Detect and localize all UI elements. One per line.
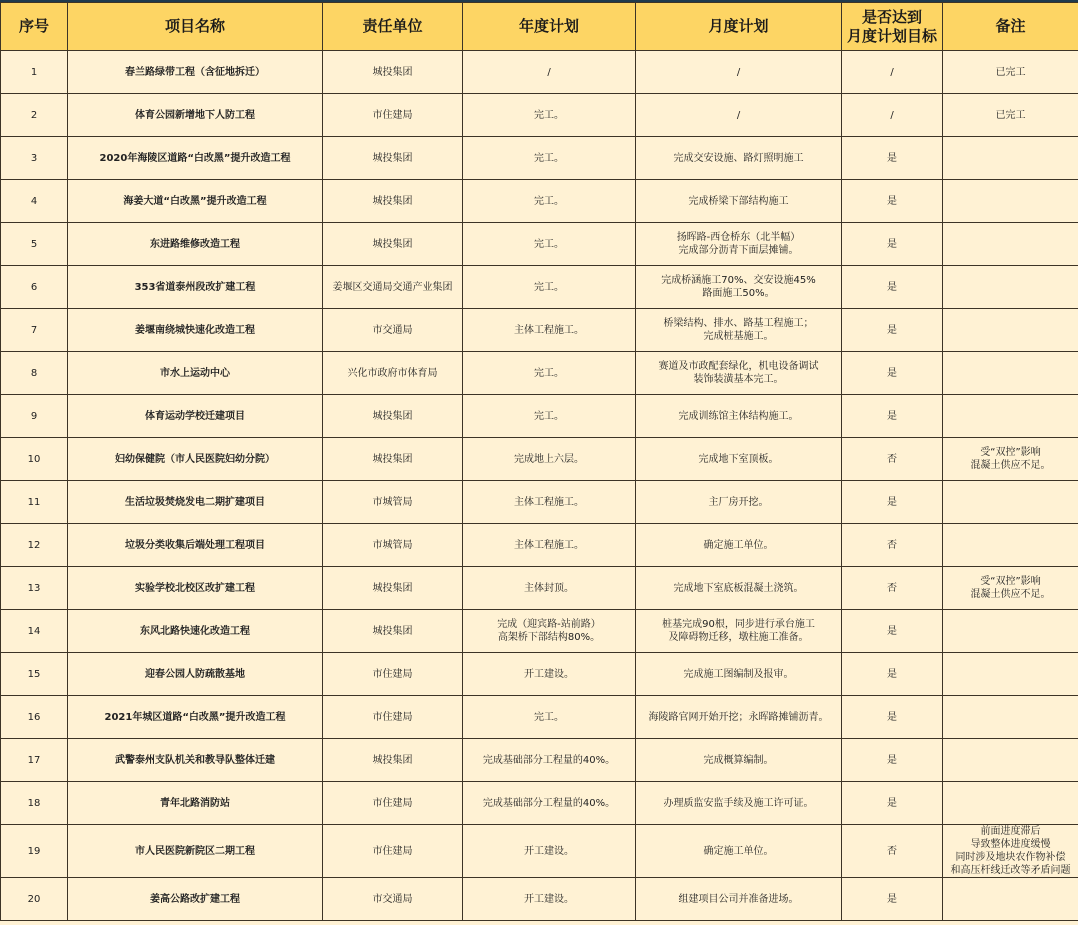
cell-annual-plan — [463, 137, 636, 180]
monthly-plan-line: 完成地下室底板混凝土浇筑。 — [673, 582, 804, 594]
cell-responsible-unit: 市住建局 — [323, 782, 463, 825]
cell-no: 4 — [1, 180, 68, 223]
annual-plan-line: 完工。 — [534, 410, 564, 422]
cell-responsible-unit: 城投集团 — [323, 51, 463, 94]
cell-project-name: 春兰路绿带工程（含征地拆迁） — [68, 51, 323, 94]
cell-remark — [943, 352, 1078, 395]
cell-annual-plan — [463, 696, 636, 739]
cell-target-met: 是 — [842, 137, 943, 180]
cell-remark — [943, 137, 1078, 180]
cell-responsible-unit: 城投集团 — [323, 137, 463, 180]
table-row — [1, 696, 1078, 739]
monthly-plan-line: 装饰装潢基本完工。 — [693, 374, 784, 385]
table-row — [1, 395, 1078, 438]
header-target-met-line1: 是否达到 — [861, 7, 922, 26]
cell-responsible-unit: 城投集团 — [323, 395, 463, 438]
remark-line: 已完工 — [995, 109, 1026, 121]
cell-annual-plan — [463, 825, 636, 878]
cell-monthly-plan — [636, 878, 842, 921]
table-row — [1, 352, 1078, 395]
cell-annual-plan — [463, 739, 636, 782]
remark-line: 同时涉及地块农作物补偿 — [955, 852, 1066, 863]
cell-target-met: 是 — [842, 653, 943, 696]
monthly-plan-line: 桩基完成90根，同步进行承台施工 — [662, 619, 815, 630]
cell-project-name: 体育运动学校迁建项目 — [68, 395, 323, 438]
annual-plan-line: 主体工程施工。 — [514, 539, 584, 551]
table-row — [1, 653, 1078, 696]
cell-responsible-unit: 姜堰区交通局交通产业集团 — [323, 266, 463, 309]
cell-responsible-unit: 市交通局 — [323, 309, 463, 352]
cell-annual-plan — [463, 94, 636, 137]
annual-plan-line: 完工。 — [534, 152, 564, 164]
cell-project-name: 市人民医院新院区二期工程 — [68, 825, 323, 878]
cell-no: 10 — [1, 438, 68, 481]
cell-annual-plan — [463, 51, 636, 94]
monthly-plan-line: 赛道及市政配套绿化，机电设备调试 — [658, 361, 819, 372]
cell-monthly-plan — [636, 266, 842, 309]
cell-remark — [943, 739, 1078, 782]
header-annual-plan: 年度计划 — [463, 3, 636, 51]
cell-target-met: 是 — [842, 352, 943, 395]
cell-remark — [943, 266, 1078, 309]
cell-annual-plan — [463, 878, 636, 921]
monthly-plan-line: 办理质监安监手续及施工许可证。 — [663, 797, 814, 809]
cell-no: 2 — [1, 94, 68, 137]
cell-responsible-unit: 市城管局 — [323, 481, 463, 524]
cell-no: 5 — [1, 223, 68, 266]
monthly-plan-line: / — [736, 109, 741, 121]
cell-annual-plan — [463, 481, 636, 524]
cell-remark — [943, 610, 1078, 653]
cell-annual-plan — [463, 223, 636, 266]
cell-responsible-unit: 城投集团 — [323, 180, 463, 223]
cell-project-name: 武警泰州支队机关和教导队整体迁建 — [68, 739, 323, 782]
cell-responsible-unit: 市住建局 — [323, 696, 463, 739]
cell-target-met: / — [842, 94, 943, 137]
table-row — [1, 481, 1078, 524]
cell-remark — [943, 878, 1078, 921]
table-body — [1, 51, 1078, 921]
cell-remark — [943, 653, 1078, 696]
cell-monthly-plan — [636, 782, 842, 825]
monthly-plan-line: 完成施工图编制及报审。 — [683, 668, 794, 680]
cell-annual-plan — [463, 352, 636, 395]
cell-target-met: / — [842, 51, 943, 94]
table-row — [1, 524, 1078, 567]
cell-remark — [943, 825, 1078, 878]
remark-line: 已完工 — [995, 66, 1026, 78]
cell-monthly-plan — [636, 352, 842, 395]
remark-line: 导致整体进度缓慢 — [970, 839, 1051, 850]
header-no: 序号 — [1, 3, 68, 51]
cell-no: 8 — [1, 352, 68, 395]
cell-monthly-plan — [636, 438, 842, 481]
remark-line: 受“双控”影响 — [980, 447, 1041, 458]
cell-monthly-plan — [636, 696, 842, 739]
cell-project-name: 青年北路消防站 — [68, 782, 323, 825]
remark-line: 混凝土供应不足。 — [970, 589, 1051, 600]
table-row — [1, 309, 1078, 352]
cell-project-name: 东进路维修改造工程 — [68, 223, 323, 266]
cell-target-met: 否 — [842, 567, 943, 610]
cell-project-name: 实验学校北校区改扩建工程 — [68, 567, 323, 610]
cell-annual-plan — [463, 524, 636, 567]
cell-no: 6 — [1, 266, 68, 309]
cell-target-met: 是 — [842, 309, 943, 352]
annual-plan-line: 完成基础部分工程量的40%。 — [482, 797, 616, 809]
cell-remark — [943, 309, 1078, 352]
annual-plan-line: 开工建设。 — [524, 845, 574, 857]
cell-no: 11 — [1, 481, 68, 524]
table-row — [1, 51, 1078, 94]
cell-remark — [943, 481, 1078, 524]
remark-line: 受“双控”影响 — [980, 576, 1041, 587]
annual-plan-line: 主体工程施工。 — [514, 496, 584, 508]
table-row — [1, 610, 1078, 653]
annual-plan-line: 主体工程施工。 — [514, 324, 584, 336]
cell-project-name: 姜堰南绕城快速化改造工程 — [68, 309, 323, 352]
annual-plan-line: 完成基础部分工程量的40%。 — [482, 754, 616, 766]
cell-annual-plan — [463, 610, 636, 653]
cell-responsible-unit: 市住建局 — [323, 825, 463, 878]
annual-plan-line: 完工。 — [534, 711, 564, 723]
cell-remark — [943, 438, 1078, 481]
cell-remark — [943, 223, 1078, 266]
monthly-plan-line: 完成训练馆主体结构施工。 — [678, 410, 799, 422]
cell-project-name: 2020年海陵区道路“白改黑”提升改造工程 — [68, 137, 323, 180]
cell-monthly-plan — [636, 94, 842, 137]
annual-plan-line: 完工。 — [534, 281, 564, 293]
cell-no: 17 — [1, 739, 68, 782]
header-target-met-line2: 月度计划目标 — [846, 26, 937, 45]
cell-responsible-unit: 市住建局 — [323, 94, 463, 137]
cell-monthly-plan — [636, 825, 842, 878]
cell-monthly-plan — [636, 309, 842, 352]
annual-plan-line: 开工建设。 — [524, 668, 574, 680]
cell-target-met: 是 — [842, 782, 943, 825]
cell-no: 13 — [1, 567, 68, 610]
cell-no: 1 — [1, 51, 68, 94]
cell-target-met: 是 — [842, 266, 943, 309]
table-row — [1, 137, 1078, 180]
cell-target-met: 是 — [842, 696, 943, 739]
table-row — [1, 266, 1078, 309]
monthly-plan-line: 路面施工50%。 — [702, 288, 775, 299]
cell-project-name: 东风北路快速化改造工程 — [68, 610, 323, 653]
annual-plan-line: 完工。 — [534, 109, 564, 121]
header-row — [1, 3, 1078, 51]
remark-line: 和高压杆线迁改等矛盾问题 — [950, 865, 1071, 876]
monthly-plan-line: 完成部分沥青下面层摊铺。 — [678, 245, 799, 256]
table-row — [1, 878, 1078, 921]
annual-plan-line: 主体封顶。 — [524, 582, 574, 594]
cell-remark — [943, 782, 1078, 825]
cell-target-met: 是 — [842, 610, 943, 653]
project-progress-table — [0, 2, 1078, 921]
monthly-plan-line: 海陵路官网开始开挖；永晖路摊铺沥青。 — [648, 711, 829, 723]
cell-responsible-unit: 市交通局 — [323, 878, 463, 921]
monthly-plan-line: 组建项目公司并准备进场。 — [678, 893, 799, 905]
monthly-plan-line: 确定施工单位。 — [703, 539, 774, 551]
cell-project-name: 生活垃圾焚烧发电二期扩建项目 — [68, 481, 323, 524]
annual-plan-line: 完工。 — [534, 367, 564, 379]
cell-no: 19 — [1, 825, 68, 878]
monthly-plan-line: 完成桥梁下部结构施工 — [688, 195, 789, 207]
cell-monthly-plan — [636, 610, 842, 653]
cell-project-name: 妇幼保健院（市人民医院妇幼分院） — [68, 438, 323, 481]
cell-remark — [943, 180, 1078, 223]
table-row — [1, 180, 1078, 223]
cell-annual-plan — [463, 266, 636, 309]
cell-annual-plan — [463, 567, 636, 610]
cell-responsible-unit: 兴化市政府市体育局 — [323, 352, 463, 395]
monthly-plan-line: 桥梁结构、排水、路基工程施工； — [663, 318, 814, 329]
cell-responsible-unit: 城投集团 — [323, 567, 463, 610]
header-monthly-plan: 月度计划 — [636, 3, 842, 51]
cell-project-name: 海姜大道“白改黑”提升改造工程 — [68, 180, 323, 223]
cell-remark — [943, 524, 1078, 567]
monthly-plan-line: 完成桥涵施工70%、交安设施45% — [661, 275, 816, 286]
cell-project-name: 姜高公路改扩建工程 — [68, 878, 323, 921]
cell-monthly-plan — [636, 395, 842, 438]
header-project-name: 项目名称 — [68, 3, 323, 51]
cell-monthly-plan — [636, 653, 842, 696]
cell-remark — [943, 395, 1078, 438]
annual-plan-line: / — [547, 66, 551, 78]
cell-remark — [943, 94, 1078, 137]
cell-monthly-plan — [636, 739, 842, 782]
annual-plan-line: 开工建设。 — [524, 893, 574, 905]
table-row — [1, 567, 1078, 610]
cell-annual-plan — [463, 395, 636, 438]
table-row — [1, 438, 1078, 481]
cell-project-name: 2021年城区道路“白改黑”提升改造工程 — [68, 696, 323, 739]
table-row — [1, 782, 1078, 825]
cell-annual-plan — [463, 653, 636, 696]
cell-remark — [943, 696, 1078, 739]
annual-plan-line: 完成（迎宾路-站前路） — [497, 619, 601, 630]
cell-annual-plan — [463, 438, 636, 481]
monthly-plan-line: 主厂房开挖。 — [708, 496, 769, 508]
cell-monthly-plan — [636, 137, 842, 180]
cell-responsible-unit: 城投集团 — [323, 438, 463, 481]
annual-plan-line: 完工。 — [534, 238, 564, 250]
table-row — [1, 739, 1078, 782]
cell-project-name: 市水上运动中心 — [68, 352, 323, 395]
cell-target-met: 否 — [842, 825, 943, 878]
cell-target-met: 是 — [842, 223, 943, 266]
annual-plan-line: 完工。 — [534, 195, 564, 207]
cell-no: 3 — [1, 137, 68, 180]
cell-annual-plan — [463, 782, 636, 825]
header-responsible-unit: 责任单位 — [323, 3, 463, 51]
cell-project-name: 353省道泰州段改扩建工程 — [68, 266, 323, 309]
header-target-met — [842, 3, 943, 51]
header-remark: 备注 — [943, 3, 1078, 51]
cell-monthly-plan — [636, 180, 842, 223]
cell-no: 14 — [1, 610, 68, 653]
cell-responsible-unit: 市住建局 — [323, 653, 463, 696]
cell-target-met: 否 — [842, 438, 943, 481]
table-row — [1, 223, 1078, 266]
cell-target-met: 是 — [842, 481, 943, 524]
remark-line: 前面进度滞后 — [980, 826, 1041, 837]
cell-target-met: 是 — [842, 180, 943, 223]
monthly-plan-line: 完成概算编制。 — [703, 754, 774, 766]
cell-project-name: 体育公园新增地下人防工程 — [68, 94, 323, 137]
annual-plan-line: 高架桥下部结构80%。 — [497, 632, 601, 643]
cell-no: 15 — [1, 653, 68, 696]
cell-no: 18 — [1, 782, 68, 825]
table-row — [1, 825, 1078, 878]
cell-no: 12 — [1, 524, 68, 567]
cell-responsible-unit: 城投集团 — [323, 739, 463, 782]
cell-no: 7 — [1, 309, 68, 352]
cell-no: 16 — [1, 696, 68, 739]
cell-target-met: 否 — [842, 524, 943, 567]
cell-monthly-plan — [636, 567, 842, 610]
table-row — [1, 94, 1078, 137]
cell-target-met: 是 — [842, 739, 943, 782]
cell-responsible-unit: 市城管局 — [323, 524, 463, 567]
monthly-plan-line: 完成地下室顶板。 — [698, 453, 779, 465]
cell-no: 20 — [1, 878, 68, 921]
cell-responsible-unit: 城投集团 — [323, 223, 463, 266]
monthly-plan-line: / — [736, 66, 741, 78]
cell-annual-plan — [463, 309, 636, 352]
cell-project-name: 垃圾分类收集后端处理工程项目 — [68, 524, 323, 567]
cell-remark — [943, 51, 1078, 94]
annual-plan-line: 完成地上六层。 — [514, 453, 584, 465]
cell-target-met: 是 — [842, 878, 943, 921]
cell-annual-plan — [463, 180, 636, 223]
cell-monthly-plan — [636, 481, 842, 524]
remark-line: 混凝土供应不足。 — [970, 460, 1051, 471]
cell-target-met: 是 — [842, 395, 943, 438]
cell-responsible-unit: 城投集团 — [323, 610, 463, 653]
cell-no: 9 — [1, 395, 68, 438]
monthly-plan-line: 完成桩基施工。 — [703, 331, 774, 342]
cell-project-name: 迎春公园人防疏散基地 — [68, 653, 323, 696]
cell-remark — [943, 567, 1078, 610]
monthly-plan-line: 完成交安设施、路灯照明施工 — [673, 152, 804, 164]
monthly-plan-line: 及障碍物迁移，墩柱施工准备。 — [668, 632, 809, 643]
monthly-plan-line: 扬晖路-西仓桥东（北半幅） — [676, 232, 801, 243]
cell-monthly-plan — [636, 524, 842, 567]
cell-monthly-plan — [636, 51, 842, 94]
monthly-plan-line: 确定施工单位。 — [703, 845, 774, 857]
cell-monthly-plan — [636, 223, 842, 266]
